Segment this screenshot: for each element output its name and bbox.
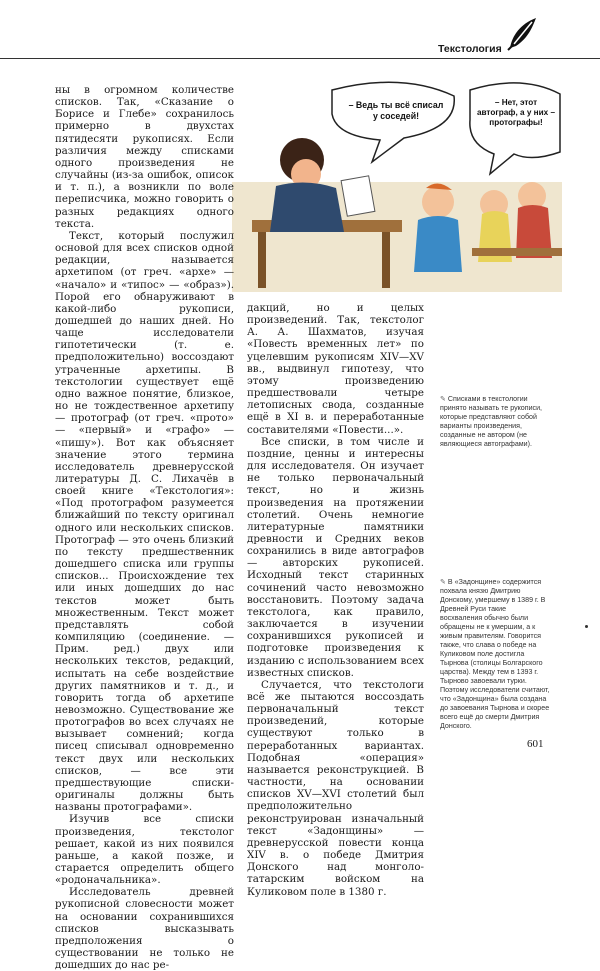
paragraph: ны в огромном количестве списков. Так, «Сказание о Борисе и Глебе» сохранилось примерно в двухстах пятидесяти рукописях. Если различия между списками одного произведения не случайны (из-за ошибок, описок и т. п.), а возникли по воле переписчика, можно говорить о разных редакциях одного текста. [55,84,234,230]
quill-icon: ✎ [440,395,448,403]
text-column-1 [55,84,234,971]
section-title: Текстология [438,43,502,55]
sidenote-text: Списками в текстологии принято называть те рукописи, которые представляют собой варианты произведения, созданные не автором (не являющиеся автографами). [440,395,543,448]
bubble-right-text: – Нет, этот автограф, а у них – протографы! [476,98,556,127]
decorative-dot [585,625,588,628]
paragraph: Все списки, в том числе и поздние, ценны и интересны для исследователя. Он изучает не только первоначальный текст, но и жизнь произведения на протяжении столетий. Очень немногие литературные памятники древности и Средних веков сохранились в виде автографов — авторских рукописей. Исходный текст старинных сочинений часто невозможно восстановить. Поэтому задача текстолога, как правило, заключается в изучении сохранившихся рукописей и подготовке произведения к изданию с использованием всех известных списков. [247,435,424,679]
page-number: 601 [527,738,544,750]
sidenote-zadonshchina [440,578,550,731]
header-rule [0,58,600,59]
quill-logo-icon [502,14,542,54]
quill-icon: ✎ [440,578,448,586]
cartoon-illustration [232,62,562,292]
sidenote-text: В «Задонщине» содержится похвала князю Дмитрию Донскому, умершему в 1389 г. В Древней Руси такие восхваления обычно были обращены не к умершим, а к живым правителям. Говорится также, что слава о победе на Куликовом поле достигла Тырнова (столицы Болгарского царства). Между тем в 1393 г. Тырново завоевали турки. Поэтому исследователи считают, что «Задонщина» была создана до завоевания Тырнова и скорее всего ещё до смерти Дмитрия Донского. [440,578,550,730]
text-column-2 [247,302,424,898]
sidenote-lists [440,395,550,449]
paragraph: Случается, что текстологи всё же пытаются воссоздать первоначальный текст произведений, которые существуют только в переработанных вариантах. Подобная «операция» называется реконструкцией. В частности, на основании списков XV—XVI столетий был предположительно реконструирован изначальный текст «Задонщины» — древнерусской повести конца XIV в. о победе Дмитрия Донского над монголо-татарским войском на Куликовом поле в 1380 г. [247,678,424,898]
bubble-left-text: – Ведь ты всё списал у соседей! [348,100,444,121]
paragraph: Текст, который послужил основой для всех списков одной редакции, называется архетипом (от греч. «архе» — «начало» и «типос» — «образ»). Порой его обнаруживают в какой-либо рукописи, дошедшей до наших дней. Но чаще исследователи гипотетически (т. е. предположительно) воссоздают утраченные архетипы. В текстологии существует ещё одно важное понятие, близкое, но не тождественное архетипу — протограф (от греч. «прото» — «первый» и «графо» — «пишу»). Вот как объясняет значение этого термина исследователь древнерусской литературы Д. С. Лихачёв в своей книге «Текстология»: «Под протографом разумеется ближайший по тексту оригинал одного или нескольких списков. Протограф — это очень близкий по тексту предшественник дошедшего списка или группы списков... Происхождение тех или иных дошедших до нас текстов может быть множественным. Текст может представлять собой компиляцию (соединение. — Прим. ред.) двух или нескольких текстов, редакций, испытать на себе воздействие других памятников и т. д., и говорить тогда об архетипе невозможно. Существование же протографов во всех случаях не вызывает сомнений; когда писец списывал одновременно текст двух или нескольких списков, — все эти предшествующие списки-оригиналы должны быть названы протографами». [55,229,234,814]
paragraph: Изучив все списки произведения, текстолог решает, какой из них появился раньше, а какой позже, и старается определить общего «родоначальника». [55,813,234,887]
paragraph: Исследователь древней рукописной словесности может на основании сохранившихся списков высказывать предположения о существовании не только не дошедших до нас ре- [55,886,234,971]
paragraph: дакций, но и целых произведений. Так, текстолог А. А. Шахматов, изучая «Повесть временных лет» по уцелевшим рукописям XIV—XV вв., выдвинул гипотезу, что этому произведению предшествовали четыре летописных свода, созданные ещё в XI в. и переработанные составителями «Повести...». [247,302,424,436]
